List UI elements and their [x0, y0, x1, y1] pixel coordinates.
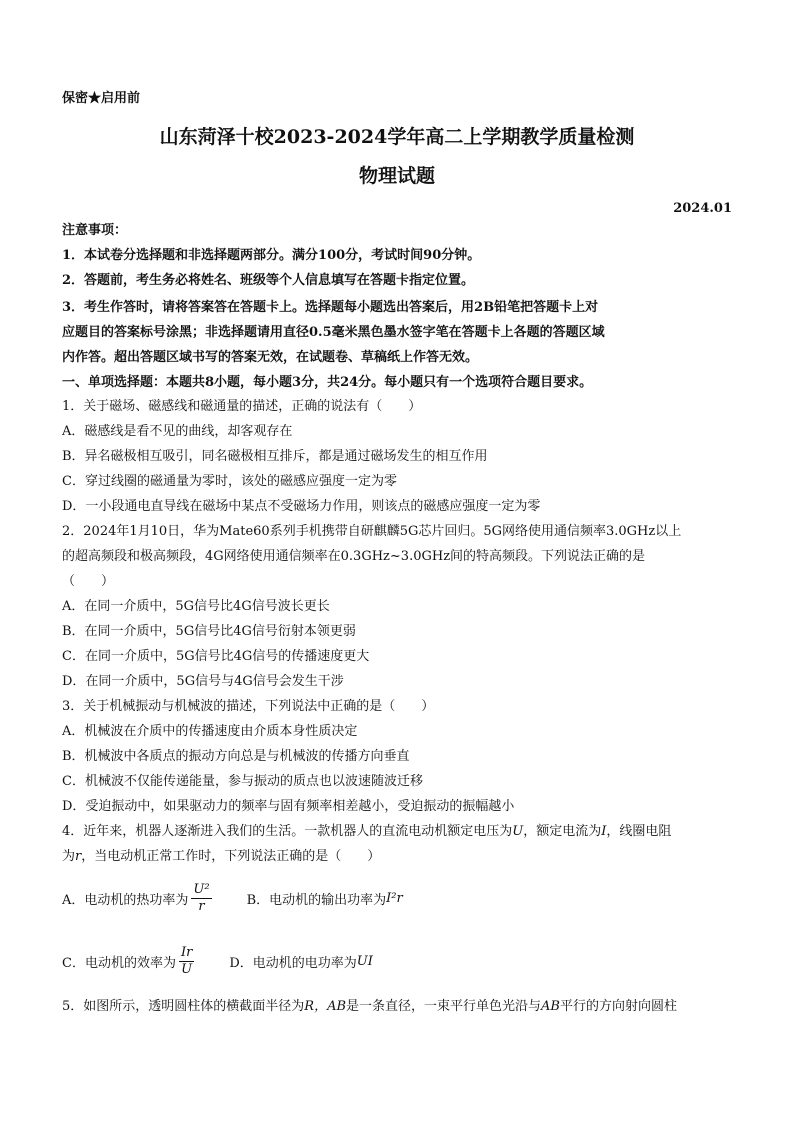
exam-date: 2024.01 [673, 201, 732, 216]
question-2-stem: 的超高频段和极高频段，4G网络使用通信频率在0.3GHz~3.0GHz间的特高频段。下列说法正确的是 [62, 549, 646, 564]
question-1-stem: 1．关于磁场、磁感线和磁通量的描述，正确的说法有（ ） [62, 399, 422, 414]
notice-item: 1．本试卷分选择题和非选择题两部分。满分100分，考试时间90分钟。 [62, 248, 481, 263]
q2-option-b: B．在同一介质中，5G信号比4G信号衍射本领更弱 [62, 624, 356, 639]
notice-item: 内作答。超出答题区域书写的答案无效，在试题卷、草稿纸上作答无效。 [62, 350, 479, 365]
notice-item: 应题目的答案标号涂黑；非选择题请用直径0.5毫米黑色墨水签字笔在答题卡上各题的答题区域 [62, 325, 605, 340]
q3-option-a: A．机械波在介质中的传播速度由介质本身性质决定 [62, 724, 358, 739]
q2-option-c: C．在同一介质中，5G信号比4G信号的传播速度更大 [62, 649, 370, 664]
q1-option-a: A．磁感线是看不见的曲线，却客观存在 [62, 424, 293, 439]
q1-option-d: D．一小段通电直导线在磁场中某点不受磁场力作用，则该点的磁感应强度一定为零 [62, 499, 541, 514]
var-I: I [601, 824, 607, 839]
q4-option-a: A．电动机的热功率为 $\frac{\text{U²}}{r}$ [62, 882, 210, 914]
secret-label: 保密★启用前 [62, 91, 141, 106]
question-5-stem: 5．如图所示，透明圆柱体的横截面半径为R，AB是一条直径，一束平行单色光沿与AB平行的方向射向圆柱 [62, 999, 677, 1014]
question-2-stem: 2．2024年1月10日，华为Mate60系列手机携带自研麒麟5G芯片回归。5G网络使用通信频率3.0GHz以上 [62, 524, 682, 539]
notice-item: 2．答题前，考生务必将姓名、班级等个人信息填写在答题卡指定位置。 [62, 273, 475, 288]
q1-option-b: B．异名磁极相互吸引，同名磁极相互排斥，都是通过磁场发生的相互作用 [62, 449, 488, 464]
var-r: r [75, 849, 82, 864]
q3-option-b: B．机械波中各质点的振动方向总是与机械波的传播方向垂直 [62, 749, 410, 764]
q4-option-d: D．电动机的电功率为 UI [229, 954, 373, 971]
question-3-stem: 3．关于机械振动与机械波的描述，下列说法中正确的是（ ） [62, 699, 435, 714]
q2-option-d: D．在同一介质中，5G信号与4G信号会发生干涉 [62, 674, 344, 689]
q3-option-d: D．受迫振动中，如果驱动力的频率与固有频率相差越小，受迫振动的振幅越小 [62, 799, 515, 814]
question-2-stem: （ ） [62, 574, 115, 589]
subject-title: 物理试题 [358, 165, 435, 187]
var-U: U [512, 824, 524, 839]
q3-option-c: C．机械波不仅能传递能量，参与振动的质点也以波速随波迁移 [62, 774, 423, 789]
question-4-stem: 为r，当电动机正常工作时，下列说法正确的是（ ） [62, 849, 381, 864]
q4-options-cd [62, 945, 373, 978]
q1-option-c: C．穿过线圈的磁通量为零时，该处的磁感应强度一定为零 [62, 474, 397, 489]
q4-options-ab [62, 882, 403, 915]
notice-item: 3．考生作答时，请将答案答在答题卡上。选择题每小题选出答案后，用2B铅笔把答题卡上对 [62, 300, 599, 315]
fraction: $\frac{Ir}{U}$ [180, 945, 193, 977]
section-heading: 一、单项选择题：本题共8小题，每小题3分，共24分。每小题只有一个选项符合题目要求。 [62, 375, 593, 390]
q2-option-a: A．在同一介质中，5G信号比4G信号波长更长 [62, 599, 330, 614]
q4-option-c: C．电动机的效率为 $\frac{Ir}{U}$ [62, 945, 193, 977]
q4-option-b: B．电动机的输出功率为 I²r [246, 891, 403, 908]
notice-heading: 注意事项： [62, 223, 128, 238]
question-4-stem: 4．近年来，机器人逐渐进入我们的生活。一款机器人的直流电动机额定电压为U，额定电流为I，线圈电阻 [62, 824, 672, 839]
fraction: $\frac{\text{U²}}{r}$ [193, 882, 210, 914]
exam-title: 山东菏泽十校2023-2024学年高二上学期教学质量检测 [159, 126, 635, 148]
